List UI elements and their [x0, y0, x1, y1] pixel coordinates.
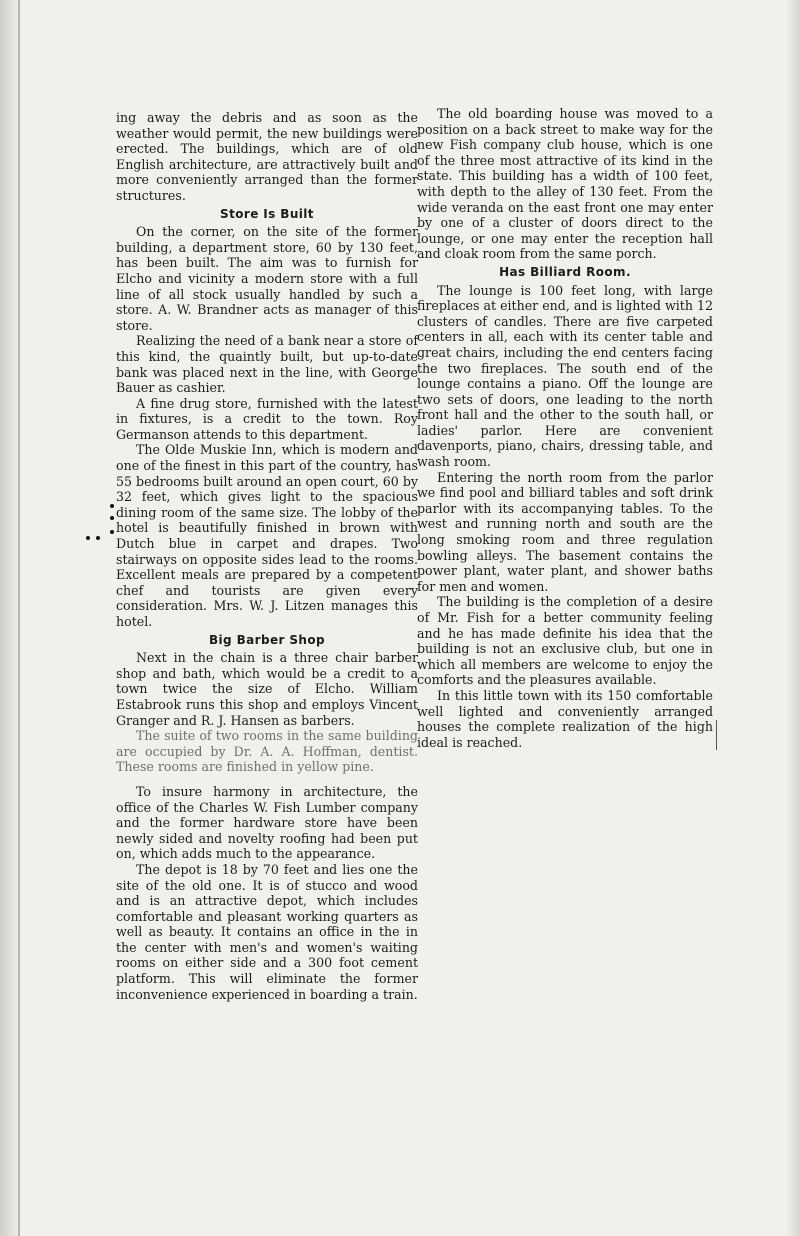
heading-store-is-built: Store Is Built — [220, 206, 314, 221]
left-paragraph-2: On the corner, on the site of the former building, a department store, 60 by 130 feet, has been built. The aim was to furnish for Elcho and vicinity a modern store with a full line of all stock usually handled by such a store. A. W. Brandner acts as manager of this store. — [116, 224, 418, 333]
right-column — [417, 106, 713, 750]
punch-marks — [84, 500, 118, 544]
right-paragraph-3: Entering the north room from the parlor we find pool and billiard tables and soft drink parlor with its accompanying tables. To the west and running north and south are the long smoking room and three regulation bowling alleys. The basement contains the power plant, water plant, and shower baths for men and women. — [417, 469, 713, 594]
right-paragraph-5: In this little town with its 150 comfortable well lighted and conveniently arranged houses the complete realization of the high ideal is reached. — [417, 687, 713, 750]
right-paragraph-4: The building is the completion of a desire of Mr. Fish for a better community feeling and he has made definite his idea that the building is not an exclusive club, but one in which all members are welcome to enjoy the comforts and the pleasures available. — [417, 594, 713, 688]
left-paragraph-8: To insure harmony in architecture, the office of the Charles W. Fish Lumber company and the former hardware store have been newly sided and novelty roofing had been put on, which adds much to the appearance. — [116, 783, 418, 862]
column-rule-mark — [716, 720, 717, 750]
scan-fold-line — [18, 0, 20, 1236]
heading-big-barber-shop: Big Barber Shop — [208, 632, 326, 647]
left-paragraph-6: Next in the chain is a three chair barber shop and bath, which would be a credit to a town twice the size of Elcho. William Estabrook runs this shop and employs Vincent Granger and R. J. Hansen as barbers. — [116, 650, 418, 728]
heading-has-billiard-room: Has Billiard Room. — [499, 264, 631, 279]
left-paragraph-4: A fine drug store, furnished with the latest in fixtures, is a credit to the town. Roy Germanson attends to this department. — [116, 395, 418, 442]
right-paragraph-2: The lounge is 100 feet long, with large fireplaces at either end, and is lighted with 12 clusters of candles. There are five carpeted centers in all, each with its center table and great chairs, including the end centers facing the two fireplaces. The south end of the lounge contains a piano. Off the lounge are two sets of doors, one leading to the north front hall and the other to the south hall, or ladies' parlor. Here are convenient davenports, piano, chairs, dressing table, and wash room. — [417, 282, 713, 470]
scan-right-margin — [786, 0, 800, 1236]
left-paragraph-9: The depot is 18 by 70 feet and lies one the site of the old one. It is of stucco and wood and is an attractive depot, which includes comfortable and pleasant working quarters as well as beauty. It contains an office in the in the center with men's and women's waiting rooms on either side and a 300 foot cement platform. This will eliminate the former inconvenience experienced in boarding a train. — [116, 861, 418, 1002]
left-paragraph-1: ing away the debris and as soon as the weather would permit, the new buildings were erected. The buildings, which are of old English architecture, are attractively built and more conveniently arranged than the former structures. — [116, 110, 418, 203]
left-paragraph-7: The suite of two rooms in the same building are occupied by Dr. A. A. Hoffman, dentist. These rooms are finished in yellow pine. — [116, 728, 418, 775]
left-paragraph-3: Realizing the need of a bank near a store of this kind, the quaintly built, but up-to-date bank was placed next in the line, with George Bauer as cashier. — [116, 333, 418, 396]
left-column — [116, 110, 418, 1002]
right-paragraph-1: The old boarding house was moved to a position on a back street to make way for the new Fish company club house, which is one of the three most attractive of its kind in the state. This building has a width of 100 feet, with depth to the alley of 130 feet. From the wide veranda on the east front one may enter by one of a cluster of doors direct to the lounge, or one may enter the reception hall and cloak room from the same porch. — [417, 106, 713, 262]
left-paragraph-5: The Olde Muskie Inn, which is modern and one of the finest in this part of the country, has 55 bedrooms built around an open court, 60 by 32 feet, which gives light to the spacious dining room of the same size. The lobby of the hotel is beautifully finished in brown with Dutch blue in carpet and drapes. Two stairways on opposite sides lead to the rooms. Excellent meals are prepared by a competent chef and tourists are given every consideration. Mrs. W. J. Litzen manages this hotel. — [116, 442, 418, 629]
